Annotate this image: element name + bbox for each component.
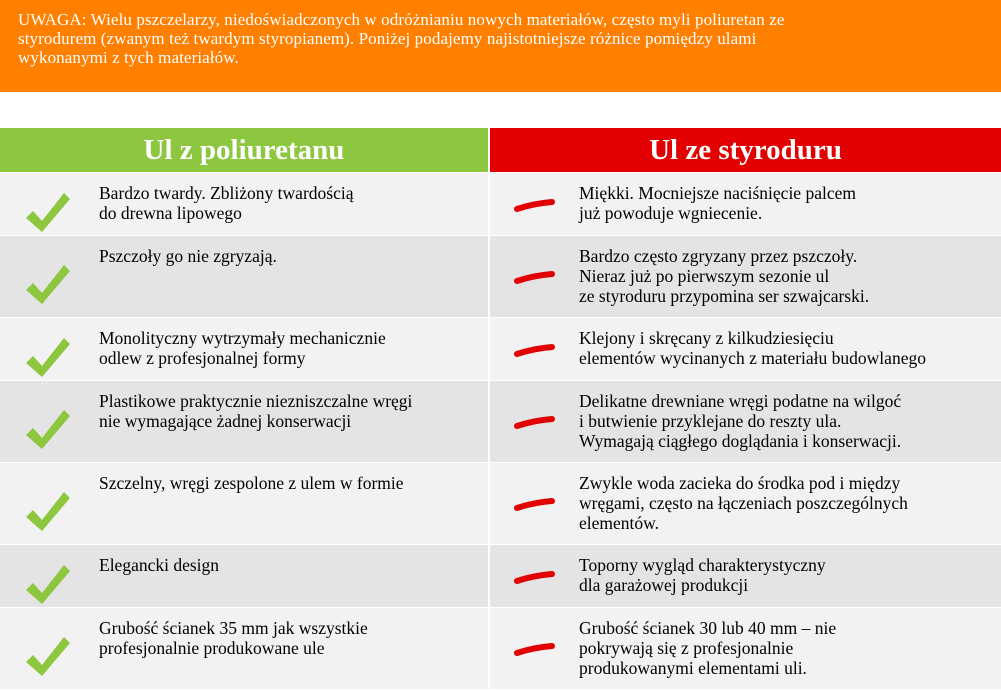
check-icon [25,408,71,457]
polyurethane-cell [0,318,488,380]
styrodur-text [579,391,901,451]
polyurethane-cell [0,381,488,462]
polyurethane-cell [0,608,488,689]
text-line: Elegancki design [99,555,220,575]
notice-line: wykonanymi z tych materiałów. [18,48,239,67]
text-line: Wymagają ciągłego doglądania i konserwacji. [579,431,902,451]
styrodur-text [579,328,926,368]
header-polyurethane: Ul z poliuretanu [0,128,488,172]
text-line: Bardzo twardy. Zbliżony twardością [99,183,354,203]
text-line: wręgami, często na łączeniach poszczególnych [579,493,908,513]
styrodur-text [579,618,836,678]
styrodur-text [579,555,826,595]
polyurethane-text [99,473,404,493]
minus-icon [514,571,556,590]
text-line: elementów. [579,513,660,533]
polyurethane-text [99,328,386,368]
styrodur-cell [490,545,1001,607]
polyurethane-cell [0,463,488,544]
text-line: produkowanymi elementami uli. [579,658,807,678]
styrodur-cell [490,381,1001,462]
table-row [0,235,1001,317]
check-icon [25,263,71,312]
text-line: Plastikowe praktycznie niezniszczalne wręgi [99,391,413,411]
text-line: ze styroduru przypomina ser szwajcarski. [579,286,870,306]
minus-icon [514,271,556,290]
styrodur-cell [490,318,1001,380]
text-line: nie wymagające żadnej konserwacji [99,411,352,431]
styrodur-cell [490,463,1001,544]
text-line: Toporny wygląd charakterystyczny [579,555,826,575]
text-line: Grubość ścianek 30 lub 40 mm – nie [579,618,837,638]
styrodur-text [579,473,908,533]
comparison-table [0,128,1001,689]
text-line: i butwienie przyklejane do reszty ula. [579,411,842,431]
table-row [0,172,1001,235]
styrodur-cell [490,173,1001,235]
minus-icon [514,416,556,435]
text-line: Delikatne drewniane wręgi podatne na wilgoć [579,391,902,411]
text-line: pokrywają się z profesjonalnie [579,638,794,658]
notice-banner [0,0,1001,92]
text-line: profesjonalnie produkowane ule [99,638,325,658]
minus-icon [514,344,556,363]
header-styrodur: Ul ze styroduru [490,128,1001,172]
minus-icon [514,199,556,218]
notice-line: UWAGA: Wielu pszczelarzy, niedoświadczonych w odróżnianiu nowych materiałów, często myli poliuretan ze [18,10,785,29]
styrodur-cell [490,608,1001,689]
text-line: Zwykle woda zacieka do środka pod i między [579,473,901,493]
polyurethane-text [99,618,368,658]
polyurethane-cell [0,545,488,607]
text-line: Szczelny, wręgi zespolone z ulem w formie [99,473,404,493]
text-line: Nieraz już po pierwszym sezonie ul [579,266,830,286]
styrodur-text [579,183,856,223]
polyurethane-text [99,555,219,575]
text-line: Bardzo często zgryzany przez pszczoły. [579,246,858,266]
table-row [0,380,1001,462]
polyurethane-text [99,246,277,266]
check-icon [25,635,71,684]
polyurethane-cell [0,236,488,317]
polyurethane-text [99,183,353,223]
text-line: Monolityczny wytrzymały mechanicznie [99,328,386,348]
table-body [0,172,1001,689]
text-line: dla garażowej produkcji [579,575,749,595]
text-line: odlew z profesjonalnej formy [99,348,306,368]
table-row [0,544,1001,607]
text-line: Grubość ścianek 35 mm jak wszystkie [99,618,368,638]
styrodur-text [579,246,869,306]
check-icon [25,191,71,240]
text-line: Miękki. Mocniejsze naciśnięcie palcem [579,183,856,203]
notice-line: styrodurem (zwanym też twardym styropianem). Poniżej podajemy najistotniejsze różnice pomiędzy ulami [18,29,757,48]
styrodur-cell [490,236,1001,317]
table-row [0,462,1001,544]
text-line: elementów wycinanych z materiału budowlanego [579,348,926,368]
check-icon [25,563,71,612]
polyurethane-cell [0,173,488,235]
minus-icon [514,498,556,517]
text-line: Pszczoły go nie zgryzają. [99,246,277,266]
polyurethane-text [99,391,412,431]
check-icon [25,336,71,385]
check-icon [25,490,71,539]
minus-icon [514,643,556,662]
text-line: do drewna lipowego [99,203,242,223]
text-line: już powoduje wgniecenie. [579,203,763,223]
header-row [0,128,1001,172]
table-row [0,317,1001,380]
table-row [0,607,1001,689]
text-line: Klejony i skręcany z kilkudziesięciu [579,328,834,348]
